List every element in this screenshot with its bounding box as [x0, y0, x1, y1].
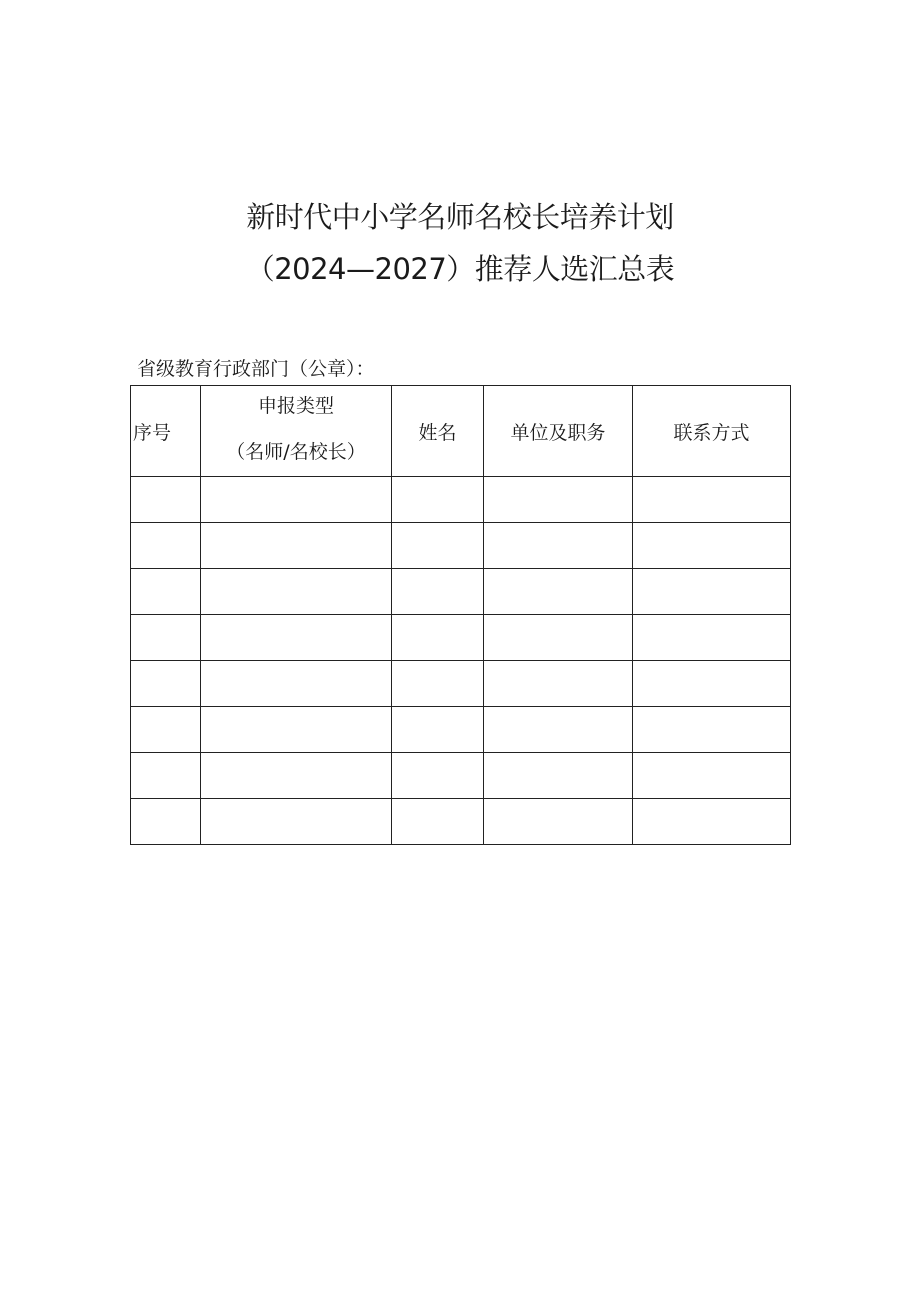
seq-cell [131, 477, 201, 523]
seq-cell [131, 569, 201, 615]
seq-cell [131, 799, 201, 845]
header-seq: 序号 [131, 386, 201, 477]
header-contact: 联系方式 [633, 386, 791, 477]
unit-position-cell [484, 569, 633, 615]
table-row [131, 661, 791, 707]
contact-cell [633, 799, 791, 845]
header-application-type-options: （名师/名校长） [226, 441, 366, 463]
official-seal-label: 省级教育行政部门（公章）： [137, 358, 375, 380]
name-cell [392, 753, 484, 799]
contact-cell [633, 707, 791, 753]
document-title-line2: （2024—2027）推荐人选汇总表 [245, 252, 675, 286]
unit-position-cell [484, 707, 633, 753]
unit-position-cell [484, 477, 633, 523]
table-row [131, 523, 791, 569]
header-application-type [201, 386, 392, 477]
contact-cell [633, 615, 791, 661]
contact-cell [633, 753, 791, 799]
unit-position-cell [484, 799, 633, 845]
table-row [131, 753, 791, 799]
unit-position-cell [484, 753, 633, 799]
application-type-cell [201, 615, 392, 661]
seq-cell [131, 707, 201, 753]
header-name: 姓名 [392, 386, 484, 477]
name-cell [392, 707, 484, 753]
name-cell [392, 477, 484, 523]
name-cell [392, 569, 484, 615]
name-cell [392, 799, 484, 845]
contact-cell [633, 477, 791, 523]
unit-position-cell [484, 523, 633, 569]
document-title-line1: 新时代中小学名师名校长培养计划 [246, 200, 674, 234]
application-type-cell [201, 523, 392, 569]
application-type-cell [201, 661, 392, 707]
seq-cell [131, 615, 201, 661]
table-body [131, 477, 791, 845]
contact-cell [633, 661, 791, 707]
table-row [131, 615, 791, 661]
name-cell [392, 661, 484, 707]
application-type-cell [201, 753, 392, 799]
unit-position-cell [484, 615, 633, 661]
table-row [131, 477, 791, 523]
application-type-cell [201, 799, 392, 845]
application-type-cell [201, 707, 392, 753]
header-unit-position: 单位及职务 [484, 386, 633, 477]
name-cell [392, 615, 484, 661]
seq-cell [131, 753, 201, 799]
seq-cell [131, 523, 201, 569]
table-header-row [131, 386, 791, 477]
application-type-cell [201, 477, 392, 523]
table-row [131, 707, 791, 753]
candidate-summary-table [130, 385, 791, 845]
header-application-type-label: 申报类型 [257, 395, 334, 417]
contact-cell [633, 523, 791, 569]
contact-cell [633, 569, 791, 615]
table-row [131, 799, 791, 845]
table-row [131, 569, 791, 615]
unit-position-cell [484, 661, 633, 707]
seq-cell [131, 661, 201, 707]
name-cell [392, 523, 484, 569]
application-type-cell [201, 569, 392, 615]
